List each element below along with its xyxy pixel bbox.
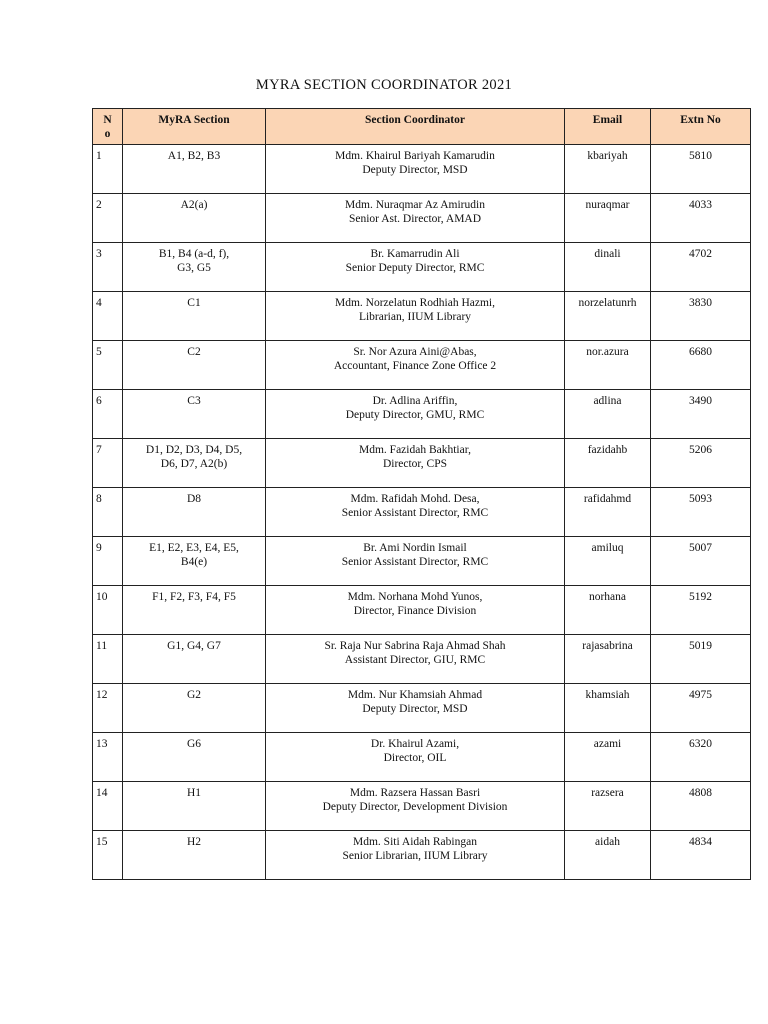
coordinator-position: Librarian, IIUM Library (358, 311, 472, 323)
coordinator-position: Deputy Director, MSD (362, 164, 468, 176)
header-email: Email (565, 109, 651, 145)
myra-section-line: B4(e) (180, 556, 208, 568)
row-number: 12 (93, 684, 123, 733)
coordinator-name: Mdm. Razsera Hassan Basri (349, 787, 481, 799)
page-title: MYRA SECTION COORDINATOR 2021 (255, 77, 513, 93)
myra-section-line: A2(a) (180, 199, 208, 211)
myra-section-line: H1 (186, 787, 202, 799)
email-cell: rajasabrina (565, 635, 651, 684)
extension-cell: 5093 (651, 488, 751, 537)
table-row (93, 390, 751, 439)
coordinator-name: Mdm. Fazidah Bakhtiar, (359, 444, 471, 456)
coordinator-position: Director, Finance Division (353, 605, 477, 617)
extension-cell: 4702 (651, 243, 751, 292)
extension-cell: 4834 (651, 831, 751, 880)
myra-section-cell (123, 782, 266, 831)
email-cell: amiluq (565, 537, 651, 586)
coordinator-cell (266, 390, 565, 439)
table-row (93, 537, 751, 586)
myra-section-line: H2 (186, 836, 202, 848)
myra-section-cell (123, 537, 266, 586)
table-row (93, 194, 751, 243)
extension-cell: 5206 (651, 439, 751, 488)
table-row (93, 831, 751, 880)
table-body (93, 145, 751, 880)
myra-section-cell (123, 243, 266, 292)
email-cell: razsera (565, 782, 651, 831)
row-number: 3 (93, 243, 123, 292)
myra-section-cell (123, 586, 266, 635)
row-number: 9 (93, 537, 123, 586)
extension-cell: 6680 (651, 341, 751, 390)
coordinator-cell (266, 684, 565, 733)
myra-section-line: F1, F2, F3, F4, F5 (152, 591, 236, 603)
coordinator-cell (266, 488, 565, 537)
table-row (93, 635, 751, 684)
myra-section-cell (123, 439, 266, 488)
email-cell: fazidahb (565, 439, 651, 488)
table-row (93, 488, 751, 537)
coordinator-position: Assistant Director, GIU, RMC (344, 654, 486, 666)
coordinator-cell (266, 831, 565, 880)
myra-section-line: G6 (186, 738, 202, 750)
coordinator-cell (266, 586, 565, 635)
email-cell: azami (565, 733, 651, 782)
row-number: 13 (93, 733, 123, 782)
extension-cell: 4975 (651, 684, 751, 733)
email-cell: aidah (565, 831, 651, 880)
myra-section-line: C2 (187, 346, 201, 358)
myra-section-cell (123, 733, 266, 782)
coordinator-name: Sr. Raja Nur Sabrina Raja Ahmad Shah (324, 640, 506, 652)
myra-section-line: D8 (186, 493, 202, 505)
extension-cell: 4033 (651, 194, 751, 243)
coordinator-cell (266, 635, 565, 684)
coordinator-position: Senior Deputy Director, RMC (345, 262, 485, 274)
header-no (93, 109, 123, 145)
coordinator-cell (266, 439, 565, 488)
myra-section-cell (123, 145, 266, 194)
coordinator-name: Mdm. Norzelatun Rodhiah Hazmi, (334, 297, 495, 309)
table-row (93, 341, 751, 390)
myra-section-cell (123, 390, 266, 439)
coordinator-name: Mdm. Nur Khamsiah Ahmad (347, 689, 483, 701)
row-number: 4 (93, 292, 123, 341)
header-section: MyRA Section (123, 109, 266, 145)
coordinator-name: Br. Ami Nordin Ismail (363, 542, 467, 554)
coordinator-cell (266, 243, 565, 292)
row-number: 10 (93, 586, 123, 635)
table-row (93, 684, 751, 733)
coordinator-position: Senior Assistant Director, RMC (341, 507, 489, 519)
coordinator-cell (266, 145, 565, 194)
myra-section-line: G3, G5 (177, 262, 211, 274)
header-ext: Extn No (651, 109, 751, 145)
coordinator-name: Mdm. Rafidah Mohd. Desa, (350, 493, 480, 505)
row-number: 15 (93, 831, 123, 880)
extension-cell: 4808 (651, 782, 751, 831)
email-cell: norzelatunrh (565, 292, 651, 341)
coordinator-table (92, 108, 751, 880)
table-row (93, 782, 751, 831)
table-row (93, 145, 751, 194)
header-no-line2: o (104, 128, 111, 140)
coordinator-name: Mdm. Norhana Mohd Yunos, (347, 591, 483, 603)
coordinator-name: Mdm. Siti Aidah Rabingan (353, 836, 477, 848)
myra-section-line: D1, D2, D3, D4, D5, (145, 444, 243, 456)
table-row (93, 243, 751, 292)
coordinator-position: Senior Librarian, IIUM Library (342, 850, 488, 862)
coordinator-position: Senior Assistant Director, RMC (341, 556, 489, 568)
row-number: 5 (93, 341, 123, 390)
extension-cell: 6320 (651, 733, 751, 782)
myra-section-cell (123, 831, 266, 880)
myra-section-cell (123, 292, 266, 341)
coordinator-position: Deputy Director, MSD (362, 703, 468, 715)
coordinator-position: Senior Ast. Director, AMAD (348, 213, 482, 225)
myra-section-line: G1, G4, G7 (167, 640, 221, 652)
extension-cell: 5192 (651, 586, 751, 635)
row-number: 7 (93, 439, 123, 488)
myra-section-line: B1, B4 (a-d, f), (158, 248, 230, 260)
row-number: 6 (93, 390, 123, 439)
header-coordinator: Section Coordinator (266, 109, 565, 145)
row-number: 14 (93, 782, 123, 831)
coordinator-position: Deputy Director, Development Division (322, 801, 508, 813)
coordinator-cell (266, 341, 565, 390)
coordinator-name: Mdm. Khairul Bariyah Kamarudin (335, 150, 495, 162)
myra-section-line: C1 (187, 297, 201, 309)
coordinator-position: Director, CPS (382, 458, 448, 470)
row-number: 2 (93, 194, 123, 243)
coordinator-name: Dr. Khairul Azami, (370, 738, 460, 750)
myra-section-cell (123, 194, 266, 243)
row-number: 8 (93, 488, 123, 537)
extension-cell: 3490 (651, 390, 751, 439)
coordinator-cell (266, 782, 565, 831)
myra-section-line: A1, B2, B3 (167, 150, 221, 162)
coordinator-position: Director, OIL (383, 752, 447, 764)
coordinator-position: Accountant, Finance Zone Office 2 (333, 360, 497, 372)
header-no-line1: N (103, 114, 112, 126)
extension-cell: 5810 (651, 145, 751, 194)
email-cell: dinali (565, 243, 651, 292)
extension-cell: 3830 (651, 292, 751, 341)
email-cell: norhana (565, 586, 651, 635)
table-row (93, 292, 751, 341)
coordinator-cell (266, 292, 565, 341)
table-row (93, 733, 751, 782)
coordinator-name: Dr. Adlina Ariffin, (372, 395, 458, 407)
myra-section-cell (123, 635, 266, 684)
coordinator-cell (266, 537, 565, 586)
coordinator-cell (266, 733, 565, 782)
extension-cell: 5007 (651, 537, 751, 586)
extension-cell: 5019 (651, 635, 751, 684)
email-cell: rafidahmd (565, 488, 651, 537)
table-row (93, 586, 751, 635)
myra-section-line: G2 (186, 689, 202, 701)
email-cell: nuraqmar (565, 194, 651, 243)
myra-section-line: E1, E2, E3, E4, E5, (149, 542, 239, 554)
email-cell: nor.azura (565, 341, 651, 390)
myra-section-line: D6, D7, A2(b) (160, 458, 228, 470)
myra-section-cell (123, 684, 266, 733)
myra-section-line: C3 (187, 395, 201, 407)
email-cell: kbariyah (565, 145, 651, 194)
table-row (93, 439, 751, 488)
coordinator-name: Mdm. Nuraqmar Az Amirudin (345, 199, 485, 211)
row-number: 1 (93, 145, 123, 194)
coordinator-position: Deputy Director, GMU, RMC (345, 409, 485, 421)
row-number: 11 (93, 635, 123, 684)
myra-section-cell (123, 341, 266, 390)
email-cell: adlina (565, 390, 651, 439)
email-cell: khamsiah (565, 684, 651, 733)
coordinator-name: Sr. Nor Azura Aini@Abas, (353, 346, 477, 358)
coordinator-name: Br. Kamarrudin Ali (370, 248, 460, 260)
table-header-row (93, 109, 751, 145)
coordinator-cell (266, 194, 565, 243)
myra-section-cell (123, 488, 266, 537)
